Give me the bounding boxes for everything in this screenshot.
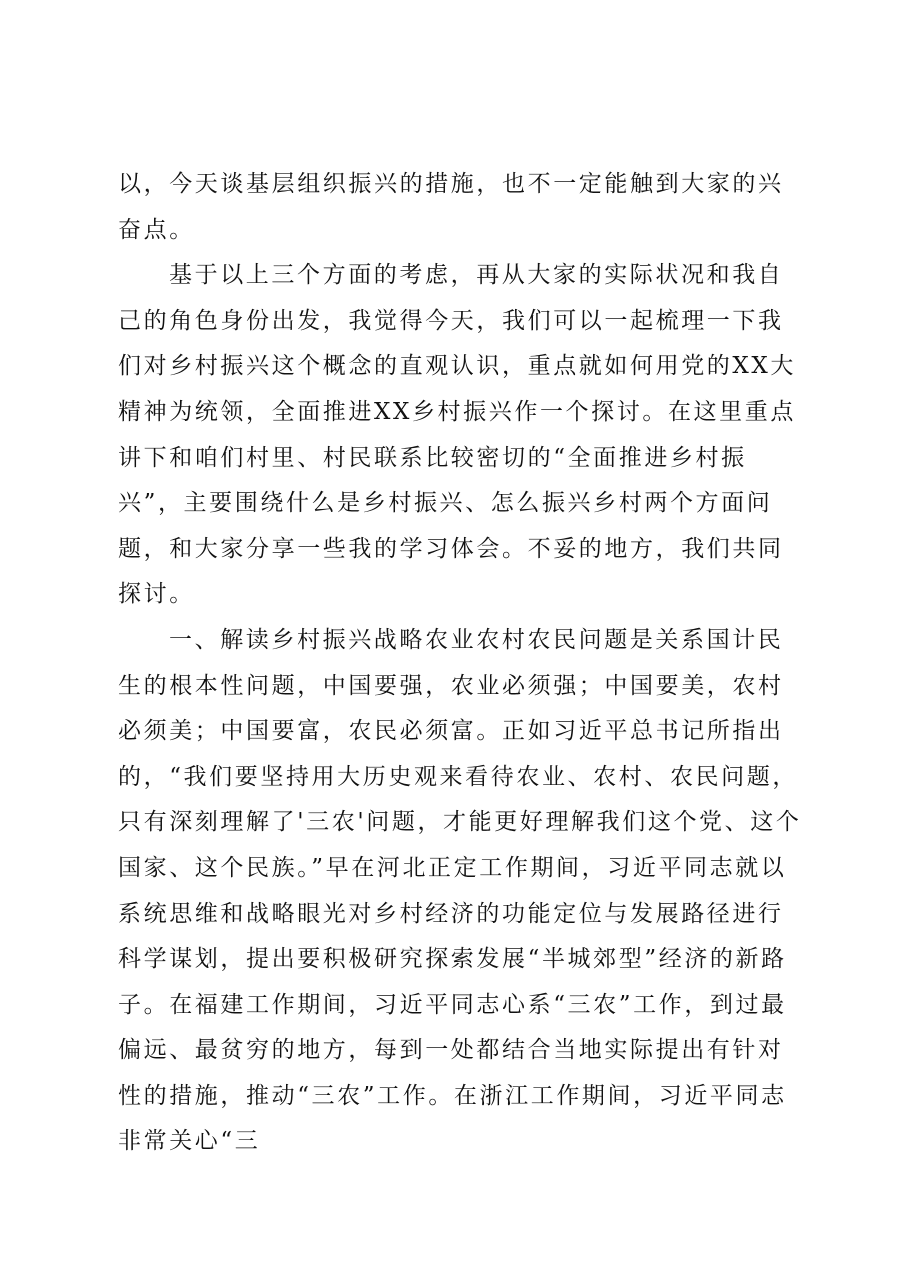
document-body (118, 162, 808, 1165)
paragraph-1: 以，今天谈基层组织振兴的措施，也不一定能触到大家的兴奋点。 (118, 171, 784, 243)
paragraph-2: 基于以上三个方面的考虑，再从大家的实际状况和我自己的角色身份出发，我觉得今天，我们可以一起梳理一下我们对乡村振兴这个概念的直观认识，重点就如何用党的XX大精神为统领，全面推进XX乡村振兴作一个探讨。在这里重点讲下和咱们村里、村民联系比较密切的“全面推进乡村振兴”，主要围绕什么是乡村振兴、怎么振兴乡村两个方面问题，和大家分享一些我的学习体会。不妥的地方，我们共同探讨。 (118, 262, 796, 608)
paragraph-3: 一、解读乡村振兴战略农业农村农民问题是关系国计民生的根本性问题，中国要强，农业必须强；中国要美，农村必须美；中国要富，农民必须富。正如习近平总书记所指出的，“我们要坚持用大历史观来看待农业、农村、农民问题，只有深刻理解了'三农'问题，才能更好理解我们这个党、这个国家、这个民族。”早在河北正定工作期间，习近平同志就以系统思维和战略眼光对乡村经济的功能定位与发展路径进行科学谋划，提出要积极研究探索发展“半城郊型”经济的新路子。在福建工作期间，习近平同志心系“三农”工作，到过最偏远、最贫穷的地方，每到一处都结合当地实际提出有针对性的措施，推动“三农”工作。在浙江工作期间，习近平同志非常关心“三 (118, 626, 802, 1155)
